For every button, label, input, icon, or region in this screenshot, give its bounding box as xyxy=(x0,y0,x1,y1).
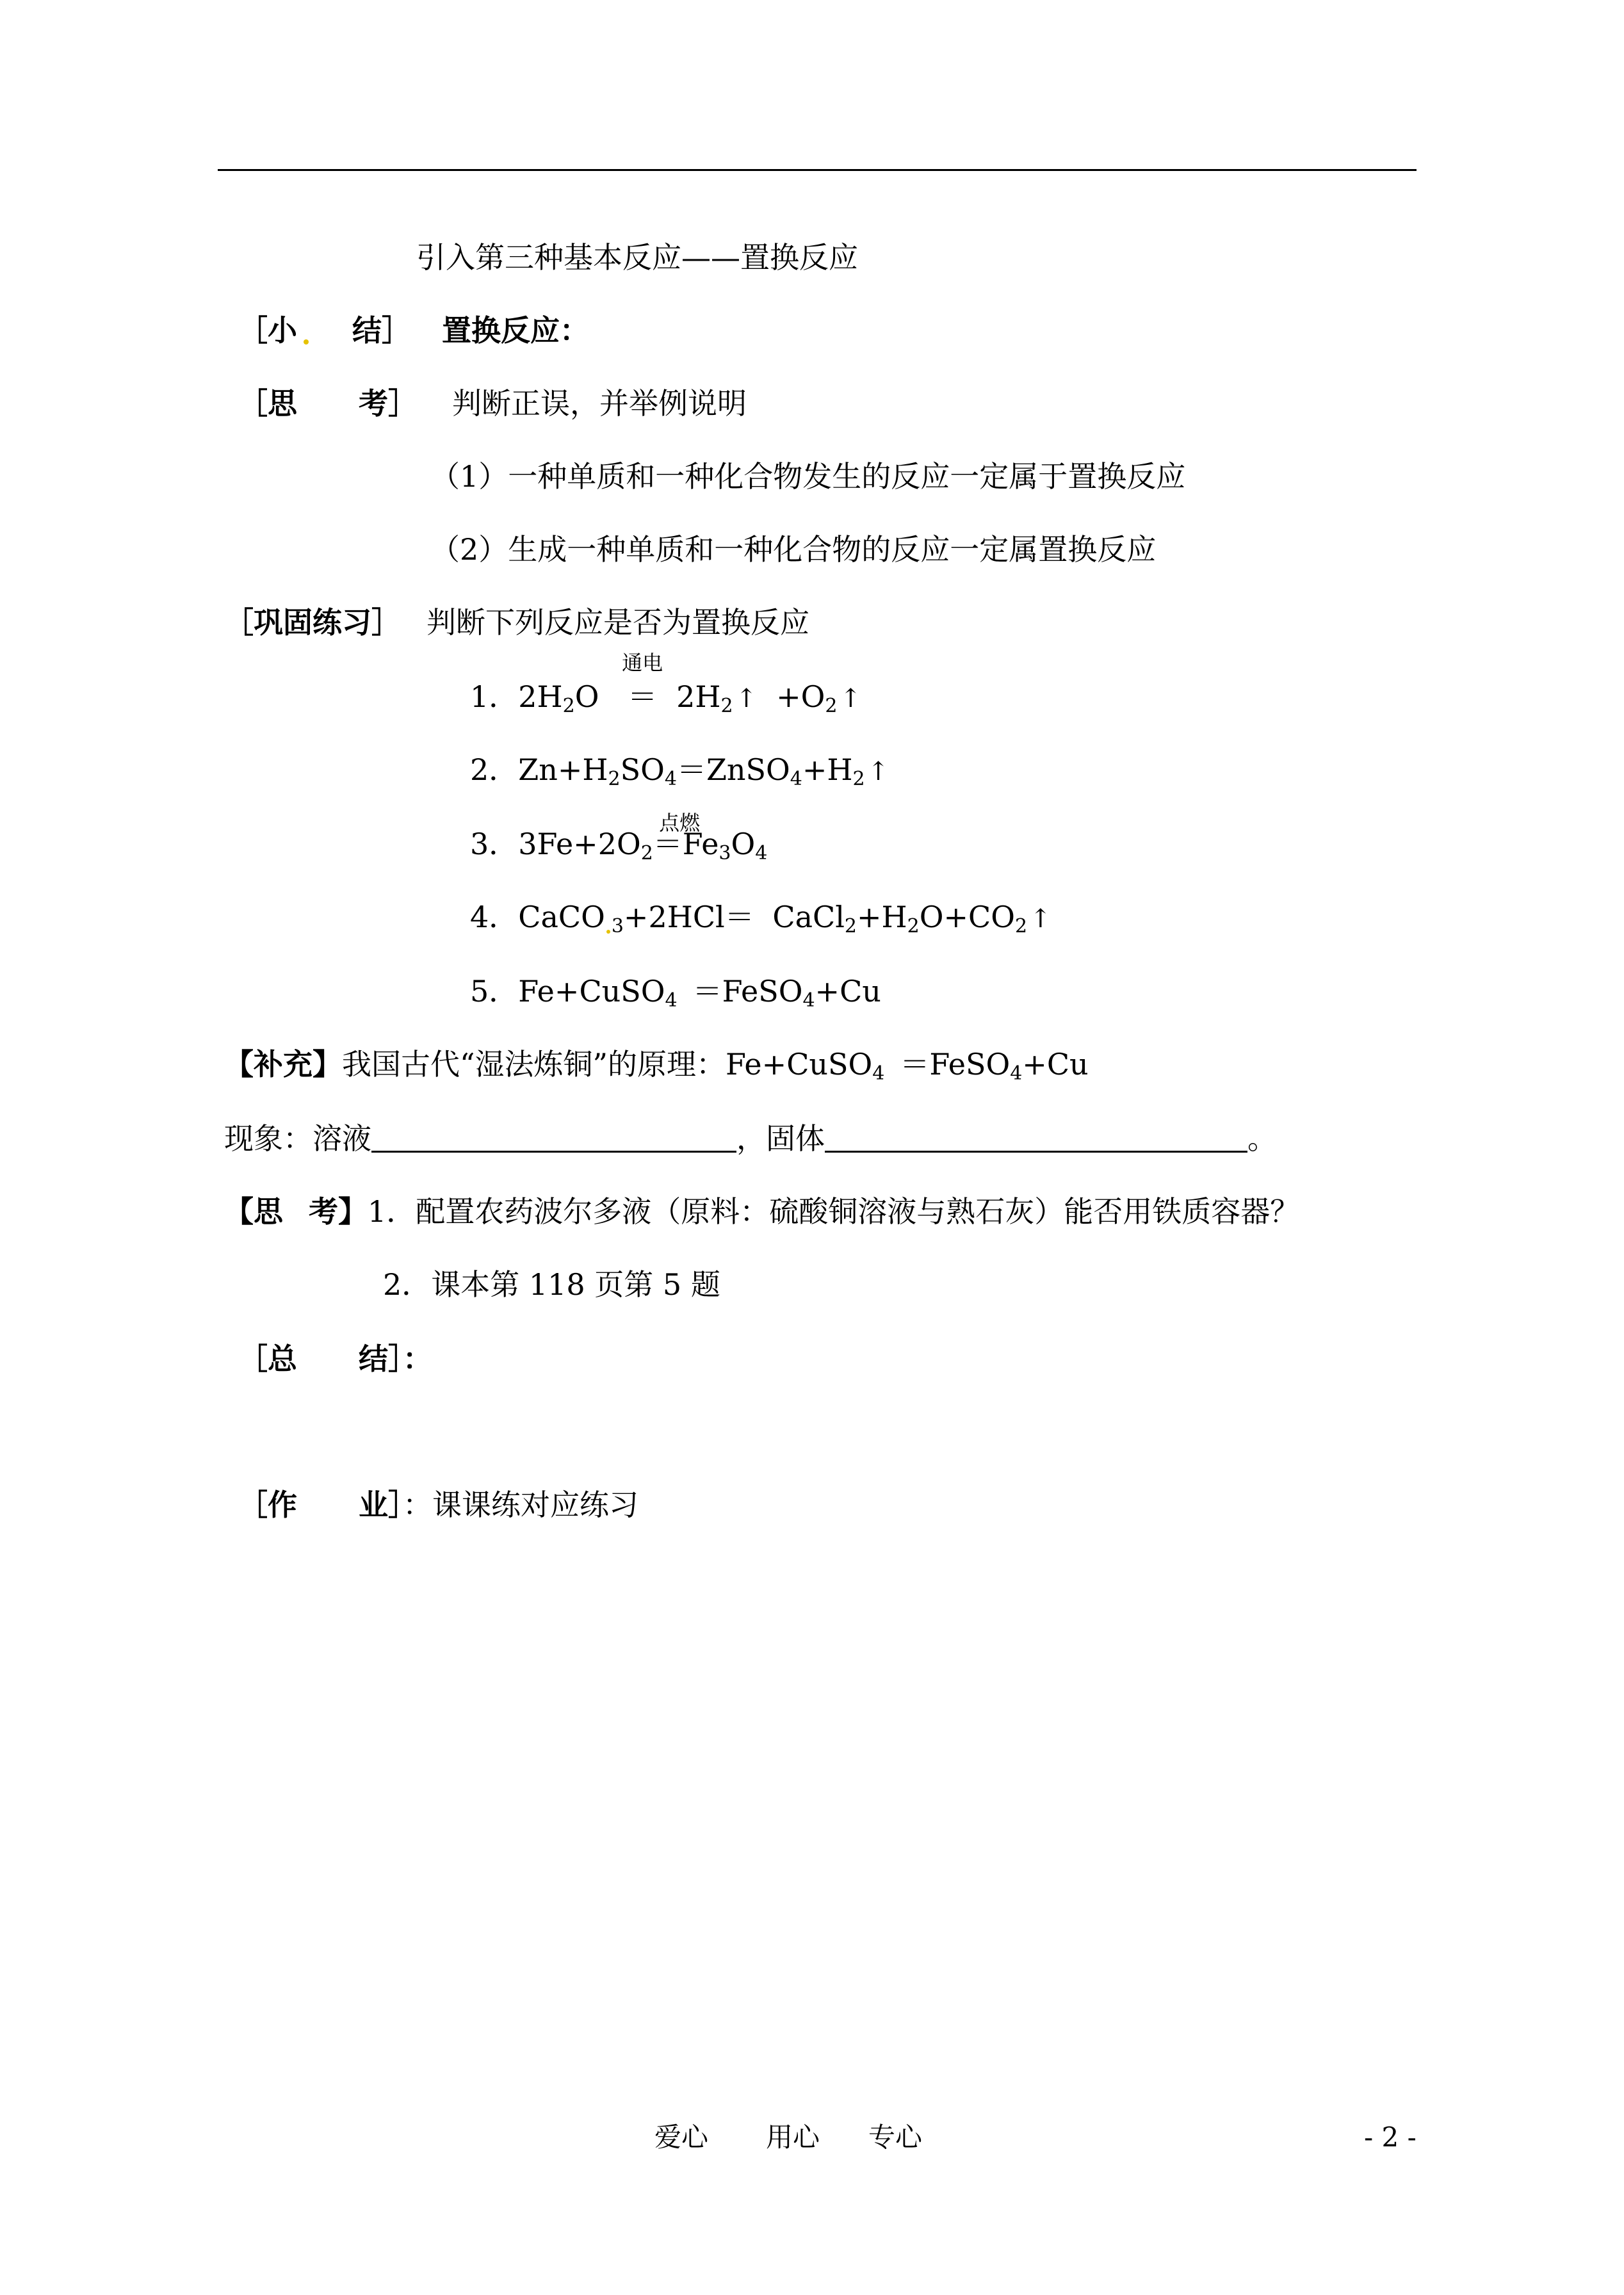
statement-2: （2）生成一种单质和一种化合物的反应一定属置换反应 xyxy=(430,532,1157,567)
footer-focus: 专心 xyxy=(868,2121,923,2153)
summary-line xyxy=(238,311,589,350)
solution-blank-field[interactable] xyxy=(371,1123,736,1153)
footer-diligence: 用心 xyxy=(766,2121,820,2153)
condition-equal-sign: 点燃 ＝ xyxy=(653,811,701,861)
up-arrow-icon: ↑ xyxy=(1030,904,1052,934)
summary-tag-end: 结］ xyxy=(352,313,411,348)
equation-5: 5．Fe+CuSO$_4$ ＝FeSO$_4$+Cu xyxy=(470,974,881,1012)
think1-line xyxy=(238,384,747,423)
page-number: - 2 - xyxy=(1364,2121,1417,2153)
practice-line xyxy=(224,603,809,642)
up-arrow-icon: ↑ xyxy=(867,757,889,786)
summary-text: 置换反应： xyxy=(442,313,589,348)
think2-tag-end: 考】 xyxy=(309,1194,368,1229)
up-arrow-icon: ↑ xyxy=(735,684,758,713)
think1-text: 判断正误，并举例说明 xyxy=(452,386,747,421)
homework-tag-end: 业］ xyxy=(359,1488,403,1522)
statement-1: （1）一种单质和一种化合物发生的反应一定属于置换反应 xyxy=(430,459,1186,494)
practice-tag: ［巩固练习］ xyxy=(224,605,401,640)
think2-line: 【思 考】1．配置农药波尔多液（原料：硫酸铜溶液与熟石灰）能否用铁质容器？ xyxy=(224,1194,1300,1229)
up-arrow-icon: ↑ xyxy=(840,684,861,713)
yellow-mark-icon xyxy=(606,930,610,934)
equation-3: 3．$3Fe+2O_2$ 点燃 $=Fe_3O_4$ xyxy=(470,811,768,864)
solid-blank-field[interactable] xyxy=(825,1123,1247,1153)
think2-tag: 【思 xyxy=(224,1194,283,1229)
think1-tag: ［思 xyxy=(238,386,297,421)
equation-4: 4．CaCO $_3+2HCl= CaCl_2+H_2O+CO_2$ ↑ xyxy=(470,900,1052,937)
equation-2: 2．$Zn+H_2SO_4=ZnSO_4+H_2$ ↑ xyxy=(470,752,889,790)
homework-line: ［作 业］：课课练对应练习 xyxy=(238,1488,638,1522)
think1-tag-end: 考］ xyxy=(359,386,418,421)
conclusion-tag-end: 结］ xyxy=(359,1342,403,1376)
homework-tag: ［作 xyxy=(238,1488,297,1522)
practice-text: 判断下列反应是否为置换反应 xyxy=(426,605,809,640)
phenomenon-line: 现象：溶液 ，固体 。 xyxy=(224,1121,1277,1156)
equation-1: 1．$2H_2O$ 通电 ＝ $2H_2$ ↑ $+O_2$ ↑ xyxy=(470,651,861,717)
conclusion-tag: ［总 xyxy=(238,1342,297,1376)
intro-line: 引入第三种基本反应——置换反应 xyxy=(416,240,858,275)
supplement-tag: 【补充】 xyxy=(224,1047,342,1082)
supplement-line: 【补充】我国古代“湿法炼铜”的原理：Fe+CuSO$_4$ ＝FeSO$_4$+Cu xyxy=(224,1047,1089,1085)
footer-love: 爱心 xyxy=(654,2121,709,2153)
header-rule xyxy=(218,169,1417,171)
conclusion-line: ［总 结］： xyxy=(238,1342,432,1376)
yellow-mark-icon xyxy=(304,339,309,345)
summary-tag: ［小 xyxy=(238,313,297,348)
think2-item-2: 2．课本第 118 页第 5 题 xyxy=(383,1267,720,1302)
condition-equal-sign: 通电 ＝ xyxy=(622,651,663,714)
